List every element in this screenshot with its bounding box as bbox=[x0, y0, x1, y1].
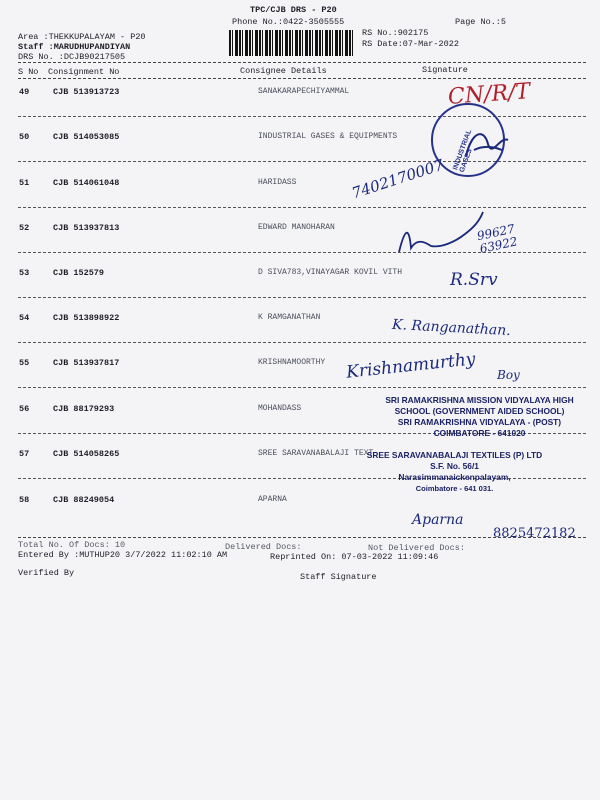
textiles-stamp: SREE SARAVANABALAJI TEXTILES (P) LTD S.F. No. 56/1 Narasimmanaickenpalayam, Coimbatore - 641 031. bbox=[366, 450, 543, 493]
col-consignee: Consignee Details bbox=[240, 66, 327, 76]
page-number: Page No.:5 bbox=[455, 17, 507, 27]
phone-number: Phone No.:0422-3505555 bbox=[232, 17, 345, 27]
row-divider bbox=[18, 297, 586, 298]
rs-date: RS Date:07-Mar-2022 bbox=[362, 39, 459, 49]
row-consignee: K RAMGANATHAN bbox=[258, 313, 321, 322]
row-consignment: CJB 513937817 bbox=[53, 358, 120, 368]
signature-51: 7402170007 bbox=[349, 155, 446, 203]
verified-by: Verified By bbox=[18, 568, 75, 578]
school-stamp: SRI RAMAKRISHNA MISSION VIDYALAYA HIGH SCHOOL (GOVERNMENT AIDED SCHOOL) SRI RAMAKRISHNA VIDYALAYA - (POST) COIMBATORE - 641020 bbox=[385, 395, 574, 438]
column-rule bbox=[18, 78, 586, 79]
row-sno: 53 bbox=[19, 268, 30, 278]
footer-rule bbox=[18, 537, 586, 538]
row-divider bbox=[18, 116, 586, 117]
row-divider bbox=[18, 207, 586, 208]
signature-58: Aparna bbox=[412, 512, 464, 528]
entered-by: Entered By :MUTHUP20 3/7/2022 11:02:10 AM bbox=[18, 550, 228, 560]
row-consignment: CJB 513913723 bbox=[53, 87, 120, 97]
signature-49: CN/R/T bbox=[447, 79, 531, 110]
col-signature: Signature bbox=[422, 65, 468, 75]
signature-55: Krishnamurthy bbox=[345, 349, 477, 383]
row-consignee: APARNA bbox=[258, 495, 287, 504]
row-sno: 50 bbox=[19, 132, 30, 142]
row-consignee: MOHANDASS bbox=[258, 404, 302, 413]
row-consignment: CJB 514053085 bbox=[53, 132, 120, 142]
signature-54: K. Ranganathan. bbox=[391, 316, 512, 340]
row-sno: 49 bbox=[19, 87, 30, 97]
table-row bbox=[0, 175, 600, 215]
staff-field: Staff :MARUDHUPANDIYAN bbox=[18, 42, 131, 52]
row-consignee: EDWARD MANOHARAN bbox=[258, 223, 335, 232]
row-divider bbox=[18, 252, 586, 253]
staff-signature-label: Staff Signature bbox=[300, 572, 377, 582]
report-title: TPC/CJB DRS - P20 bbox=[250, 5, 337, 15]
drs-number: DRS No. :DCJB90217505 bbox=[18, 52, 126, 62]
row-sno: 56 bbox=[19, 404, 30, 414]
col-consignment: Consignment No bbox=[48, 67, 120, 77]
signature-52-number: 99627 63922 bbox=[475, 221, 519, 256]
row-sno: 54 bbox=[19, 313, 30, 323]
total-docs: Total No. Of Docs: 10 bbox=[18, 540, 126, 550]
signature-55-boy: Boy bbox=[497, 368, 520, 382]
not-delivered-docs: Not Delivered Docs: bbox=[368, 543, 465, 553]
delivered-docs: Delivered Docs: bbox=[225, 542, 302, 552]
row-consignee: SREE SARAVANABALAJI TEXT bbox=[258, 449, 374, 458]
header-rule bbox=[18, 62, 586, 63]
signature-53: R.Srv bbox=[450, 270, 498, 290]
row-consignee: KRISHNAMOORTHY bbox=[258, 358, 326, 367]
seal-text: INDUSTRIAL GASES bbox=[452, 128, 474, 174]
row-sno: 51 bbox=[19, 178, 30, 188]
row-consignment: CJB 88179293 bbox=[53, 404, 115, 414]
area-field: Area :THEKKUPALAYAM - P20 bbox=[18, 32, 146, 42]
signature-50-icon bbox=[462, 126, 512, 166]
row-divider bbox=[18, 342, 586, 343]
row-consignment: CJB 513937813 bbox=[53, 223, 120, 233]
row-consignee: INDUSTRIAL GASES & EQUIPMENTS bbox=[258, 132, 398, 141]
row-consignee: D SIVA783,VINAYAGAR KOVIL VITH bbox=[258, 268, 403, 277]
row-consignment: CJB 88249054 bbox=[53, 495, 115, 505]
row-consignee: SANAKARAPECHIYAMMAL bbox=[258, 87, 350, 96]
table-row bbox=[0, 265, 600, 305]
row-sno: 55 bbox=[19, 358, 30, 368]
row-sno: 57 bbox=[19, 449, 30, 459]
row-consignment: CJB 152579 bbox=[53, 268, 105, 278]
signature-52-icon bbox=[395, 208, 485, 258]
barcode bbox=[229, 30, 355, 56]
row-divider bbox=[18, 387, 586, 388]
row-consignment: CJB 514058265 bbox=[53, 449, 120, 459]
col-sno: S No bbox=[18, 67, 39, 77]
row-consignee: HARIDASS bbox=[258, 178, 297, 187]
signature-58-number: 8825472182 bbox=[493, 526, 576, 541]
row-consignment: CJB 513898922 bbox=[53, 313, 120, 323]
row-sno: 52 bbox=[19, 223, 30, 233]
reprinted-on: Reprinted On: 07-03-2022 11:09:46 bbox=[270, 552, 439, 562]
row-consignment: CJB 514061048 bbox=[53, 178, 120, 188]
rs-number: RS No.:902175 bbox=[362, 28, 429, 38]
row-sno: 58 bbox=[19, 495, 30, 505]
